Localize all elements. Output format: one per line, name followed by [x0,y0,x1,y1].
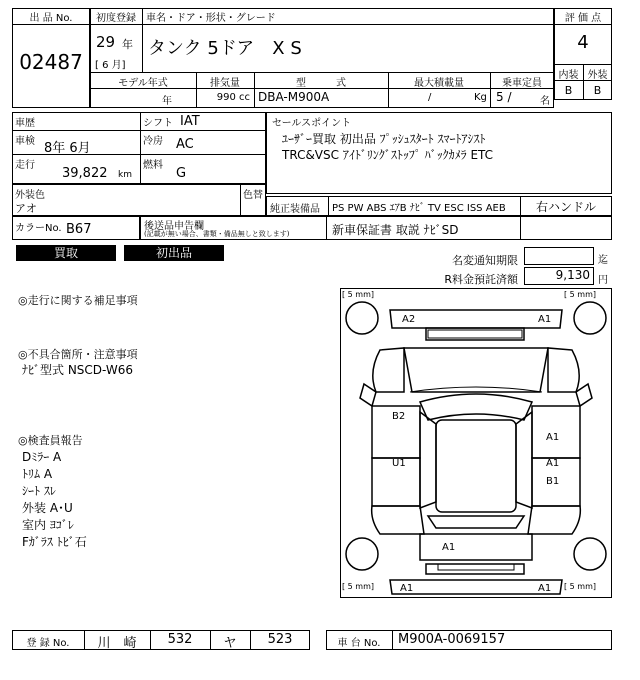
exterior-color-label: 外装色 [15,190,45,201]
report-line-4: 外装 A･U [22,501,73,515]
left-side-glass [420,412,436,508]
recycle-fee-unit: 円 [598,275,608,286]
mark-rear-bumper-left: A1 [400,583,414,594]
model-year-label: モデル年式 [118,78,168,89]
mark-front-bumper-left: A2 [402,314,416,325]
roof [436,420,516,512]
tailgate [420,534,532,560]
mark-right-fender: A1 [546,432,560,443]
car-name: タンク 5ドア X S [148,38,302,59]
tire-front-right [574,302,606,334]
sales-point-line-1: ﾕｰｻﾞｰ買取 初出品 ﾌﾟｯｼｭｽﾀｰﾄ ｽﾏｰﾄｱｼｽﾄ [282,132,486,146]
first-registration-label: 初度登録 [96,13,136,24]
left-fender [373,348,404,392]
left-rear-fender [372,506,424,534]
shift-label: シフト [143,118,173,129]
interior-label: 内装 [558,70,579,81]
mark-left-rear-door: U1 [392,458,406,469]
after-parts-value: 新車保証書 取説 ﾅﾋﾞSD [332,223,459,237]
sales-point-label: セールスポイント [272,118,352,129]
mark-left-front-door: B2 [392,411,406,422]
report-line-5: 室内 ﾖｺﾞﾚ [22,518,74,532]
tire-tread-front-right: [ 5 mm] [564,290,597,299]
capacity-label: 乗車定員 [502,78,542,89]
tire-tread-rear-right: [ 5 mm] [564,582,597,591]
name-change-deadline-unit: 迄 [598,255,608,266]
aircon-value: AC [176,137,194,152]
steering-value: 右ハンドル [535,200,596,214]
type-value: DBA-M900A [258,90,330,104]
recycle-fee-value: 9,130 [555,268,590,282]
left-mirror [360,384,376,406]
car-name-label: 車名・ドア・形状・グレード [146,13,276,24]
capacity-unit: 名 [540,96,550,107]
color-box [12,184,266,216]
exterior-label: 外装 [587,70,608,81]
mileage-label: 走行 [15,160,35,171]
mileage-value: 39,822 [62,166,108,181]
equipment-value: PS PW ABS ｴｱB ﾅﾋﾞ TV ESC ISS AEB [332,203,506,214]
fuel-value: G [176,166,187,181]
interior-grade: B [564,84,573,97]
defects-label: ◎不具合箇所・注意事項 [18,348,138,361]
mark-tailgate: A1 [442,542,456,553]
model-year-unit: 年 [162,96,172,107]
report-line-1: Dﾐﾗｰ A [22,450,62,464]
type-label: 型 式 [296,78,346,89]
exterior-grade: B [593,84,602,97]
rear-bumper [390,580,562,594]
inspection-value: 8年 6月 [44,141,91,156]
report-line-6: Fｶﾞﾗｽ ﾄﾋﾞ石 [22,535,87,549]
defects-line-1: ﾅﾋﾞ型式 NSCD-W66 [22,363,134,377]
fuel-label: 燃料 [143,160,163,171]
score-label: 評 価 点 [564,13,602,24]
mark-rear-bumper-right: A1 [538,583,552,594]
report-line-3: ｼｰﾄ ｽﾚ [22,484,56,498]
driving-notes-label: ◎走行に関する補足事項 [18,294,138,307]
recycle-fee-label: R料金預託済額 [444,273,518,286]
rear-window [428,516,524,528]
capacity-value: 5 / [496,90,512,104]
score-value: 4 [577,32,589,53]
tire-tread-rear-left: [ 5 mm] [342,582,375,591]
right-fender [548,348,579,392]
tire-rear-left [346,538,378,570]
badge-first-listing: 初出品 [124,245,224,261]
registration-number-label: 登 録 No. [26,638,70,649]
registration-year: 29 [96,33,116,51]
max-load-unit: Kg [474,92,487,103]
lot-number: 02487 [19,50,83,74]
mark-front-bumper-right: A1 [538,314,552,325]
front-bumper [390,310,562,328]
inspection-label: 車検 [15,136,35,147]
history-label: 車歴 [15,118,35,129]
registration-class: 532 [167,632,193,647]
max-load-label: 最大積載量 [414,78,464,89]
displacement-value: 990 cc [216,92,250,103]
right-mirror [576,384,592,406]
tire-rear-right [574,538,606,570]
name-change-deadline-label: 名変通知期限 [452,254,518,267]
registration-area: 川 崎 [97,636,137,651]
aircon-label: 冷房 [143,136,163,147]
name-change-deadline-box [524,247,594,265]
badge-purchase: 買取 [16,245,116,261]
sales-point-line-2: TRC&VSC ｱｲﾄﾞﾘﾝｸﾞｽﾄｯﾌﾟ ﾊﾞｯｸｶﾒﾗ ETC [282,148,494,162]
mark-right-front-door: A1 [546,458,560,469]
registration-year-unit: 年 [122,38,133,51]
shift-value: IAT [180,114,200,129]
windshield [420,394,532,420]
right-side-glass [516,412,532,508]
color-number-label: カラーNo. [15,223,62,234]
exterior-color-value: アオ [15,202,37,215]
rear-license-plate [426,564,524,574]
inspector-report-label: ◎検査員報告 [18,434,83,447]
mark-right-rear-door: B1 [546,476,560,487]
registration-month: [ 6 月] [95,60,126,71]
max-load-value: / [428,92,432,103]
color-number-value: B67 [66,222,92,237]
lot-number-label: 出 品 No. [29,13,73,24]
registration-kana: ヤ [223,636,237,651]
color-change-label: 色替 [243,190,263,201]
tire-front-left [346,302,378,334]
after-parts-label: 後送品申告欄 [144,221,204,232]
hood [404,348,548,392]
car-damage-diagram [340,288,612,598]
registration-number: 523 [267,632,293,647]
chassis-number-label: 車 台 No. [337,638,381,649]
chassis-number: M900A-0069157 [398,632,506,647]
report-line-2: ﾄﾘﾑ A [22,467,53,481]
tire-tread-front-left: [ 5 mm] [342,290,375,299]
mileage-unit: km [118,170,132,180]
displacement-label: 排気量 [210,78,240,89]
after-parts-note: (記載が無い場合、書類・備品無しと致します) [144,230,290,238]
equipment-label: 純正装備品 [270,204,320,215]
right-rear-fender [528,506,580,534]
